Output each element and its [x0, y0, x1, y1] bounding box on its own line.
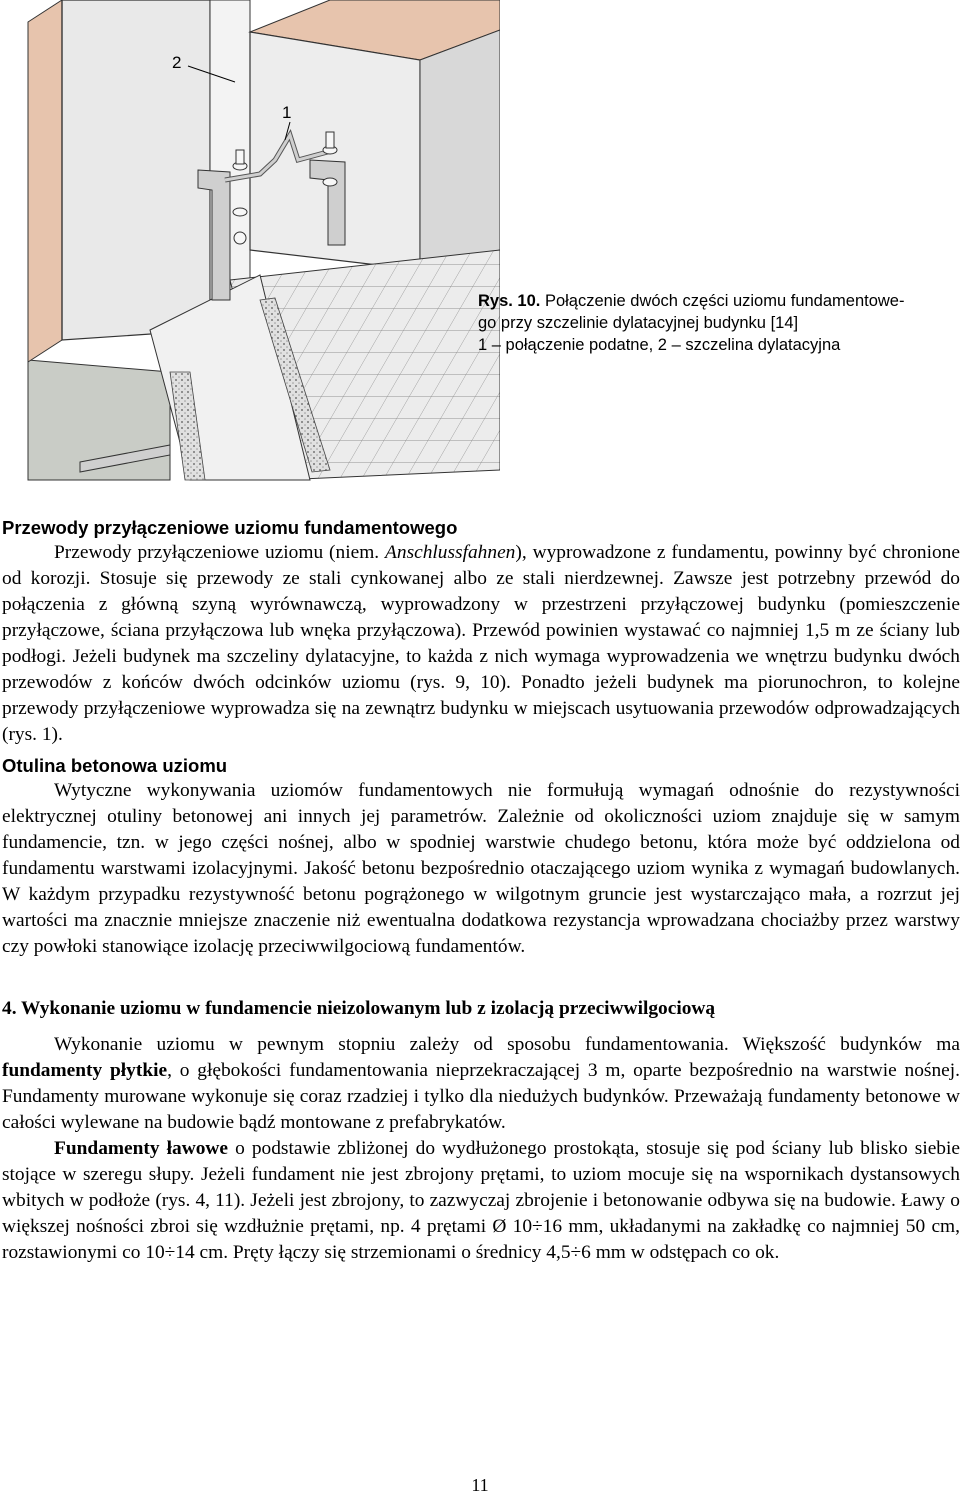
label-2: 2: [172, 53, 182, 72]
caption-line-2: go przy szczelinie dylatacyjnej budynku [14]: [478, 314, 799, 332]
caption-line-3: 1 – połączenie podatne, 2 – szczelina dylatacyjna: [478, 336, 841, 354]
label-1: 1: [282, 103, 292, 122]
heading-section-4: 4. Wykonanie uziomu w fundamencie nieizolowanym lub z izolacją przeciwwilgociową: [2, 998, 716, 1019]
heading-concrete-cover: Otulina betonowa uziomu: [2, 755, 228, 776]
paragraph-connection-leads: Przewody przyłączeniowe uziomu (niem. Anschlussfahnen), wyprowadzone z fundamentu, powinny być chronione od korozji. Stosuje się przewody ze stali cynkowanej albo ze stali nierdzewnej. Zawsze jest potrzebny przewód do połączenia z główną szyną wyrównawczą, wyprowadzony w przestrzeni przyłączowej budynku (pomieszczenie przyłączowe, ściana przyłączowa lub wnęka przyłączowa). Przewód powinien wystawać co najmniej 1,5 m ze ściany lub podłogi. Jeżeli budynek ma szczeliny dylatacyjne, to każda z nich wymaga wyprowadzenia we wnętrzu budynku dwóch przewodów z końców dwóch odcinków uziomu (rys. 9, 10). Ponadto jeżeli budynek ma piorunochron, to kolejne przewody przyłączeniowe wyprowadza się na zewnątrz budynku w miejscach usytuowania przewodów odprowadzających (rys. 1).: [2, 542, 960, 745]
figure-expansion-joint: [0, 0, 500, 485]
page-number: 11: [471, 1475, 489, 1495]
figure-caption: [478, 290, 948, 356]
caption-label: Rys. 10.: [478, 292, 541, 310]
caption-line-1: Rys. 10. Połączenie dwóch części uziomu fundamentowe-: [478, 292, 905, 310]
document-body: [2, 516, 960, 1266]
expansion-joint-drawing: [0, 0, 500, 485]
heading-connection-leads: Przewody przyłączeniowe uziomu fundamentowego: [2, 517, 458, 538]
paragraph-concrete-cover: Wytyczne wykonywania uziomów fundamentowych nie formułują wymagań odnośnie do rezystywności elektrycznej otuliny betonowej ani innych jej parametrów. Zależnie od okoliczności uziom znajduje się w samym fundamencie, tzn. w jego części nośnej, albo w spodniej warstwie chudego betonu, która może być oddzielona od fundamentu warstwami izolacyjnymi. Jakość betonu bezpośrednio otaczającego uziom wynika z wymagań budowlanych. W każdym przypadku rezystywność betonu pogrążonego w wilgotnym gruncie jest wystarczająco mała, a rozrzut jej wartości ma znacznie mniejsze znaczenie niż ewentualna dodatkowa rezystancja wprowadzana chociażby przez warstwy czy powłoki stanowiące izolację przeciwwilgociową fundamentów.: [2, 780, 960, 957]
paragraph-strip-foundations: Fundamenty ławowe o podstawie zbliżonej do wydłużonego prostokąta, stosuje się pod ściany lub blisko siebie stojące w szeregu słupy. Jeżeli fundament nie jest zbrojony prętami, to uziom mocuje się na wspornikach dystansowych wbitych w podłoże (rys. 4, 11). Jeżeli jest zbrojony, to zazwyczaj zbrojenie i betonowanie odbywa się na budowie. Ławy o większej nośności zbroi się wzdłużnie prętami, np. 4 prętami Ø 10÷16 mm, układanymi na zakładkę co najmniej 50 cm, rozstawionymi co 10÷14 cm. Pręty łączy się strzemionami o średnicy 4,5÷6 mm w odstępach co ok.: [2, 1138, 960, 1263]
paragraph-shallow-foundations: Wykonanie uziomu w pewnym stopniu zależy od sposobu fundamentowania. Większość budynków ma fundamenty płytkie, o głębokości fundamentowania nieprzekraczającej 3 m, oparte bezpośrednio na warstwie nośnej. Fundamenty murowane wykonuje się coraz rzadziej i tylko dla niedużych budynków. Przeważają fundamenty betonowe w całości wylewane na budowie bądź montowane z prefabrykatów.: [2, 1034, 960, 1133]
